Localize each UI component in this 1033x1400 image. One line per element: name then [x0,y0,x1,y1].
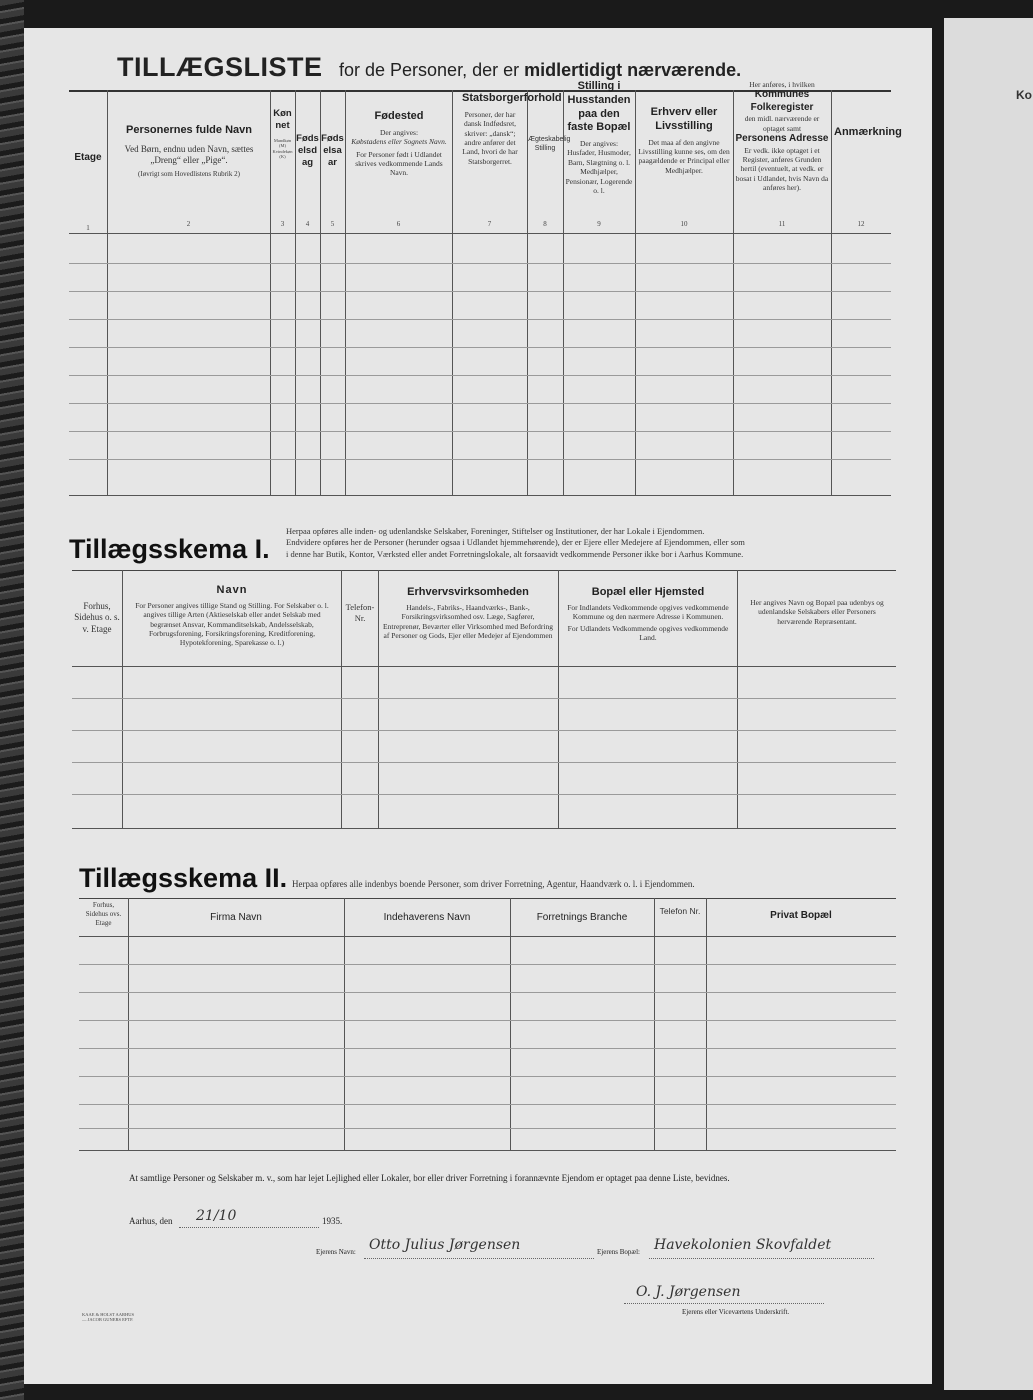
skema1-col-forhus: Forhus, Sidehus o. s. v. Etage [74,601,120,634]
col-navn [110,124,268,179]
facing-page [944,18,1033,1390]
col-foedested-desc1: Der angives: [379,127,419,137]
skema1-col-bopael-title: Bopæl eller Hjemsted [591,586,705,598]
col-erhverv-title: Erhverv eller Livsstilling [650,106,718,132]
col-foedselsaar: Fødselsaar [321,133,344,168]
footer-signature-label: Ejerens eller Viceværtens Underskrift. [682,1308,790,1316]
footer-owner-name-label: Ejerens Navn: [316,1248,356,1256]
skema1-col-bopael [562,586,734,642]
col-navn-note: (Iøvrigt som Hovedlistens Rubrik 2) [138,170,240,179]
skema2-col-indehaver: Indehaverens Navn [383,912,471,923]
col-foedested-title: Fødested [374,110,424,122]
col-foedselsdag: Fødselsdag [296,133,319,168]
col-foedested-desc2: Købstadens eller Sognets Navn. [351,137,447,147]
col-foedested-desc3: For Personer født i Udlandet skrives vedkommende Lands Navn. [355,149,443,178]
skema2-col-branche: Forretnings Branche [536,912,628,923]
skema2-col-telefon: Telefon Nr. [659,906,701,916]
skema1-desc-line1: Herpaa opføres alle inden- og udenlandske Selskaber, Foreninger, Stiftelser og Institutioner, der har Lokale i Ejendommen. [286,526,705,536]
col-number: 8 [543,220,547,228]
col-kommune-desc1: den midl. nærværende er optaget samt [744,114,820,133]
skema1-col-telefon: Telefon-Nr. [345,602,375,623]
skema1-col-bopael-desc1: For Indlandets Vedkommende opgives vedkommende Kommune og den nærmere Adresse i Kommunen. [567,602,729,622]
footer-date-value: 21/10 [196,1208,237,1224]
col-aegteskab: Ægteskabelig Stilling [528,136,571,152]
footer-owner-address-label: Ejerens Bopæl: [597,1248,640,1256]
footer-owner-name-value: Otto Julius Jørgensen [369,1237,521,1253]
skema2-col-privat: Privat Bopæl [770,910,832,921]
footer-year: 1935. [322,1216,343,1226]
skema1-col-erhverv-title: Erhvervsvirksomheden [407,586,529,598]
skema1-col-bopael-desc2: For Udlandets Vedkommende opgives vedkommende Land. [567,623,729,642]
col-navn-title: Personernes fulde Navn [126,124,252,136]
skema1-description [286,526,896,560]
footer-statement: At samtlige Personer og Selskaber m. v., som har lejet Lejlighed eller Lokaler, bor eller driver Forretning i forannævnte Ejendom er optaget paa denne Liste, bevidnes. [129,1173,730,1183]
col-statsborger-desc: Personer, der har dansk Indfødsret, skriver: „dansk“; andre anfører det Land, hvori de har Statsborgerret. [462,109,518,166]
col-anmaerkning: Anmærkning [834,126,902,138]
col-foedested [348,110,450,178]
col-kommune-desc2: Er vedk. ikke optaget i et Register, anføres Grunden hertil (eventuelt, at vedk. er bosat i Udlandet, hvis Navn da anføres her). [735,145,829,193]
footer-city-label: Aarhus, den [129,1216,173,1226]
col-number: 9 [597,220,601,228]
skema1-col-navn-desc: For Personer angives tillige Stand og Stilling. For Selskaber o. l. angives tillige Arten (Aktieselskab eller andet Selskab med begrænset Ansvar, Kommanditselskab, Andelsselskab, Forbrugsforening, Forsikringsforening, Kreditforening, Hypotekforening, Sparekasse o. l.) [135,600,329,648]
book-binding [0,0,24,1400]
col-kommune [735,80,829,193]
skema1-title: Tillægsskema I. [69,534,270,564]
facing-page-text: Ko [1016,88,1032,102]
col-stilling-desc: Der angives: Husfader, Husmoder, Barn, Slægtning o. l. Medhjælper, Pensionær, Logerende o. l. [565,139,633,195]
col-koen-desc: Mandkøn (M) Kvindekøn (K) [272,137,293,159]
col-number: 1 [86,224,90,232]
col-number: 2 [186,220,191,228]
col-number: 10 [680,220,688,228]
skema2-description: Herpaa opføres alle indenbys boende Personer, som driver Forretning, Agentur, Haandværk o. l. i Ejendommen. [292,879,695,889]
skema2-col-forhus: Forhus, Sidehus ovs. Etage [85,901,122,927]
skema2-title: Tillægsskema II. [79,863,288,893]
col-number: 6 [396,220,401,228]
skema1-col-navn-title: Navn [216,584,248,596]
footer-printer: KAAE & HOLST AARHUS — JACOB GUNERS EFTF. [82,1312,135,1323]
footer-owner-address-value: Havekolonien Skovfaldet [654,1237,832,1253]
skema1-col-navn [128,584,336,648]
col-number: 4 [305,220,310,228]
skema1-col-erhverv [382,586,554,640]
col-stilling [565,80,633,195]
skema2-col-firma: Firma Navn [210,912,262,923]
col-koen [271,108,294,159]
skema1-col-erhverv-desc: Handels-, Fabriks-, Haandværks-, Bank-, Forsikringsvirksomhed osv. Læge, Sagfører, Entreprenør, Beværter eller Virksomhed med Befordring af Personer og Gods, Ejer eller Medejer af Ejendommen [383,602,553,640]
col-etage: Etage [74,152,102,163]
col-kommune-pre: Her anføres, i hvilken [749,80,815,89]
col-kommune-title: Kommunes Folkeregister [750,89,814,113]
col-erhverv-desc: Det maa af den angivne Livsstilling kunne ses, om den paagældende er Principal eller Medhjælper. [638,137,730,175]
col-number: 5 [330,220,335,228]
col-stilling-title: Stilling i Husstanden paa den faste Bopæl [567,80,631,134]
col-koen-title: Kønnet [273,108,292,131]
form-subtitle-bold: midlertidigt nærværende. [524,60,742,80]
col-navn-desc: Ved Børn, endnu uden Navn, sættes „Dreng“ eller „Pige“. [124,143,254,165]
col-number: 3 [280,220,285,228]
col-number: 7 [487,220,492,228]
skema1-desc-line2: Endvidere opføres her de Personer (herunder ogsaa i Udlandet hjemmehørende), der er Ejere eller Medejere af Ejendommen, eller som [286,537,745,548]
form-title: TILLÆGSLISTE [117,52,323,82]
col-number: 11 [778,220,786,228]
col-statsborger-title: Statsborgerforhold [462,92,562,104]
skema1-col-repraesentant: Her angives Navn og Bopæl paa udenbys og udenlandske Selskabers eller Personers herværende Repræsentant. [750,598,884,626]
form-subtitle [339,60,741,81]
footer-signature-value: O. J. Jørgensen [636,1284,741,1300]
skema1-desc-line3: i denne har Butik, Kontor, Værksted eller andet Forretningslokale, alt forsaavidt vedkommende Personer ikke bor i Aarhus Kommune. [286,548,744,559]
col-kommune-title2: Personens Adresse [735,133,829,145]
form-subtitle-prefix: for de Personer, der er [339,60,520,80]
form-page [24,28,932,1384]
col-number: 12 [857,220,865,228]
col-erhverv [638,106,730,175]
